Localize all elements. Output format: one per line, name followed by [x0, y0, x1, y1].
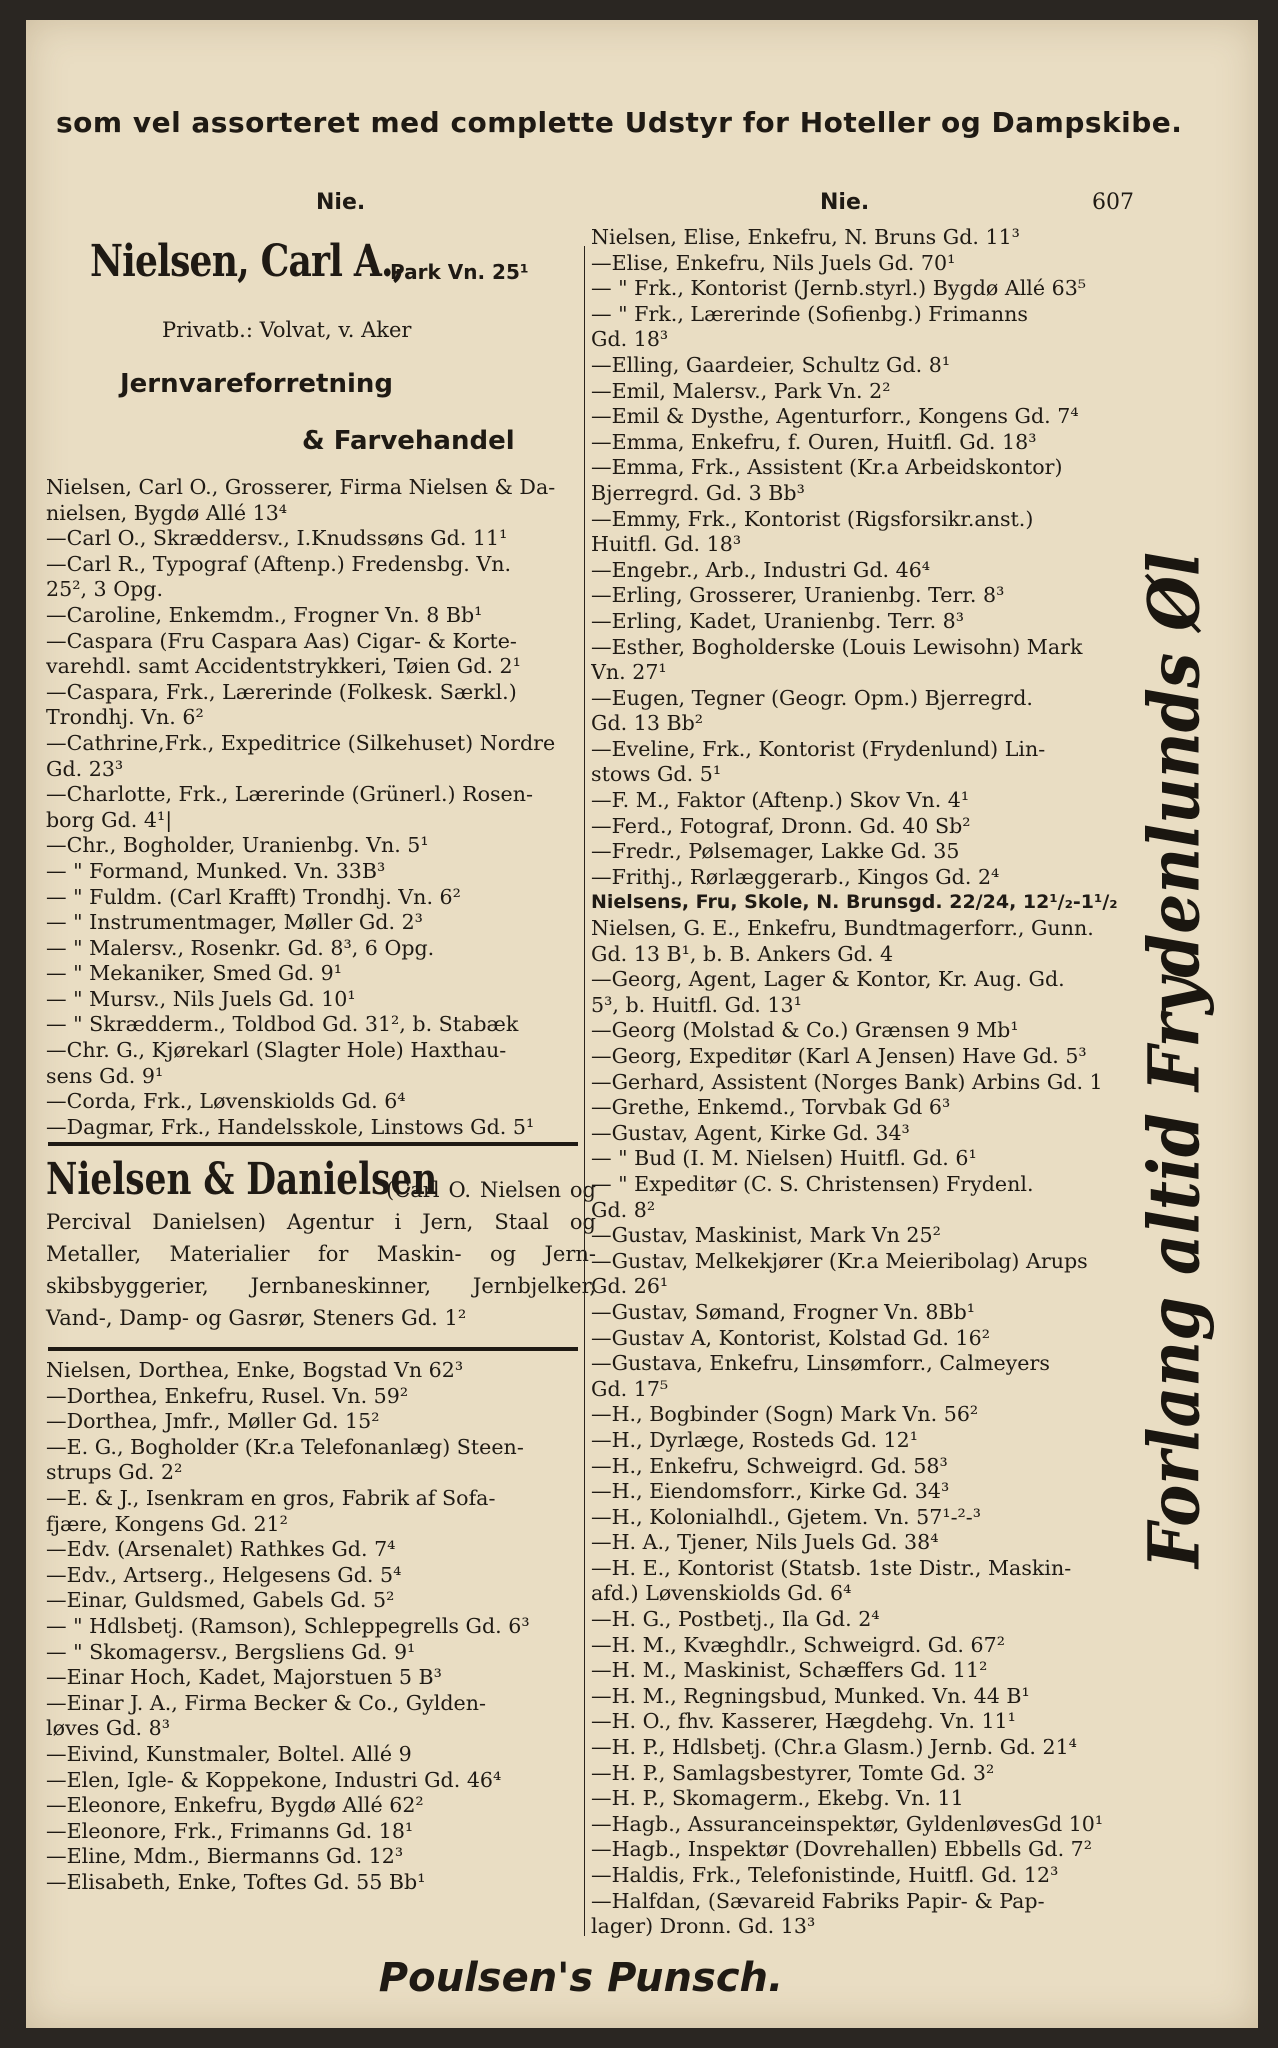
list-item: —Eivind, Kunstmaler, Boltel. Allé 9: [46, 1741, 412, 1766]
list-item: sens Gd. 9¹: [46, 1063, 164, 1088]
list-item: —Hagb., Assuranceinspektør, GyldenløvesGd 10¹: [591, 1811, 1104, 1836]
list-item: —H. P., Skomagerm., Ekebg. Vn. 11: [591, 1786, 964, 1811]
list-item: Gd. 23³: [46, 756, 124, 781]
divider: [48, 1347, 578, 1351]
list-item: —Chr. G., Kjørekarl (Slagter Hole) Haxthau-: [46, 1038, 507, 1063]
list-item: —Eleonore, Enkefru, Bygdø Allé 62²: [46, 1793, 424, 1818]
list-item: —E. G., Bogholder (Kr.a Telefonanlæg) Steen-: [46, 1434, 524, 1459]
list-item: —H. M., Regningsbud, Munked. Vn. 44 B¹: [591, 1683, 1030, 1708]
list-item: —Georg, Agent, Lager & Kontor, Kr. Aug. Gd.: [591, 967, 1065, 992]
list-item: varehdl. samt Accidentstrykkeri, Tøien Gd. 2¹: [46, 654, 521, 679]
list-item: —Cathrine,Frk., Expeditrice (Silkehuset) Nordre: [46, 730, 556, 755]
list-item: —Halfdan, (Sævareid Fabriks Papir- & Pap-: [591, 1888, 1045, 1913]
list-item: —Georg (Molstad & Co.) Grænsen 9 Mb¹: [591, 1018, 1019, 1043]
list-item: Nielsen, Carl O., Grosserer, Firma Nielsen & Da-: [46, 475, 556, 499]
list-item: — " Formand, Munked. Vn. 33B³: [46, 858, 386, 883]
list-item: —Engebr., Arb., Industri Gd. 46⁴: [591, 557, 931, 582]
list-item: —Elling, Gaardeier, Schultz Gd. 8¹: [591, 352, 951, 377]
list-item: —F. M., Faktor (Aftenp.) Skov Vn. 4¹: [591, 788, 970, 813]
list-item: —Edv., Artserg., Helgesens Gd. 5⁴: [46, 1562, 402, 1587]
list-item: —Einar, Guldsmed, Gabels Gd. 5²: [46, 1588, 395, 1613]
list-item: —H., Bogbinder (Sogn) Mark Vn. 56²: [591, 1402, 979, 1427]
ad-nielsen-carl-line2: & Farvehandel: [302, 426, 515, 456]
list-item: —Eline, Mdm., Biermanns Gd. 12³: [46, 1844, 404, 1869]
list-item: strups Gd. 2²: [46, 1460, 183, 1485]
list-item: løves Gd. 8³: [46, 1716, 171, 1741]
side-advertisement-text: Forlang altid Frydenlunds Øl: [1132, 552, 1216, 1568]
list-item: 5³, b. Huitfl. Gd. 13¹: [591, 992, 802, 1017]
list-item: —Emil, Malersv., Park Vn. 2²: [591, 378, 891, 403]
list-item: —Georg, Expeditør (Karl A Jensen) Have Gd. 5³: [591, 1044, 1087, 1068]
list-item: —Gustav, Melkekjører (Kr.a Meieribolag) Arups: [591, 1248, 1088, 1273]
list-item: — " Mursv., Nils Juels Gd. 10¹: [46, 986, 356, 1011]
footer-advertisement: Poulsen's Punsch.: [378, 1955, 784, 2001]
ad-nielsen-carl-address: Park Vn. 25¹: [390, 260, 529, 284]
list-item: —Eugen, Tegner (Geogr. Opm.) Bjerregrd.: [591, 685, 1033, 710]
list-item: Gd. 13 B¹, b. B. Ankers Gd. 4: [591, 941, 894, 966]
list-item: —Einar J. A., Firma Becker & Co., Gylden-: [46, 1690, 486, 1715]
list-item: —Charlotte, Frk., Lærerinde (Grünerl.) Rosen-: [46, 782, 533, 807]
list-item: afd.) Løvenskiolds Gd. 6⁴: [591, 1581, 852, 1606]
list-item: —Gustav A, Kontorist, Kolstad Gd. 16²: [591, 1325, 990, 1350]
list-item: Gd. 8²: [591, 1197, 656, 1222]
list-item: — " Skomagersv., Bergsliens Gd. 9¹: [46, 1639, 416, 1664]
list-item: 25², 3 Opg.: [46, 577, 163, 602]
list-item: Nielsen, G. E., Enkefru, Bundtmagerforr., Gunn.: [591, 916, 1094, 941]
list-item: —Emma, Frk., Assistent (Kr.a Arbeidskontor): [591, 455, 1063, 480]
divider: [48, 1142, 578, 1146]
page-number: 607: [1092, 190, 1134, 215]
right-entries: [591, 225, 1156, 1940]
list-item: —Chr., Bogholder, Uranienbg. Vn. 5¹: [46, 833, 429, 858]
list-item: Huitfl. Gd. 18³: [591, 532, 742, 557]
list-item: —Frithj., Rørlæggerarb., Kingos Gd. 2⁴: [591, 864, 1000, 889]
list-item: —Hagb., Inspektør (Dovrehallen) Ebbells Gd. 7²: [591, 1837, 1093, 1862]
column-divider: [584, 246, 585, 1936]
list-item: borg Gd. 4¹|: [46, 807, 173, 832]
list-item: —Emil & Dysthe, Agenturforr., Kongens Gd. 7⁴: [591, 404, 1079, 429]
ad-nielsen-danielsen-text: (Carl O. Nielsen og Percival Danielsen) Agentur i Jern, Staal og Metaller, Materialier for Maskin- og Jern-skibsbyggerier, Jernbaneskinner, Jernbjelker, Vand-, Damp- og Gasrør, Steners Gd. 1²: [46, 1178, 596, 1330]
list-item: —Haldis, Frk., Telefonistinde, Huitfl. Gd. 12³: [591, 1863, 1059, 1887]
list-item: —Einar Hoch, Kadet, Majorstuen 5 B³: [46, 1665, 442, 1690]
left-entries-b: [46, 1358, 601, 1895]
list-item: —H., Enkefru, Schweigrd. Gd. 58³: [591, 1453, 948, 1478]
list-item: —H. E., Kontorist (Statsb. 1ste Distr., Maskin-: [591, 1555, 1072, 1580]
list-item: —H. G., Postbetj., Ila Gd. 2⁴: [591, 1607, 880, 1632]
list-item: —Edv. (Arsenalet) Rathkes Gd. 7⁴: [46, 1537, 396, 1562]
list-item: —Fredr., Pølsemager, Lakke Gd. 35: [591, 839, 960, 864]
list-item: —Ferd., Fotograf, Dronn. Gd. 40 Sb²: [591, 813, 971, 838]
list-item: Gd. 13 Bb²: [591, 711, 704, 736]
header-center-word: Nie.: [820, 190, 870, 215]
list-item: Nielsen, Dorthea, Enke, Bogstad Vn 62³: [46, 1358, 464, 1382]
list-item: —Caspara (Fru Caspara Aas) Cigar- & Korte-: [46, 628, 517, 653]
list-item: — " Fuldm. (Carl Krafft) Trondhj. Vn. 6²: [46, 884, 461, 909]
ad-nielsen-carl-private: Privatb.: Volvat, v. Aker: [162, 318, 412, 342]
list-item: —H. P., Hdlsbetj. (Chr.a Glasm.) Jernb. Gd. 21⁴: [591, 1735, 1077, 1760]
list-item: —Esther, Bogholderske (Louis Lewisohn) Mark: [591, 634, 1083, 659]
list-item: — " Instrumentmager, Møller Gd. 2³: [46, 910, 423, 935]
list-item: —Caspara, Frk., Lærerinde (Folkesk. Særkl.): [46, 679, 517, 704]
top-advertisement: som vel assorteret med complette Udstyr for Hoteller og Dampskibe.: [56, 106, 1183, 139]
list-item: stows Gd. 5¹: [591, 762, 722, 787]
list-item: —H. O., fhv. Kasserer, Hægdehg. Vn. 11¹: [591, 1709, 1016, 1734]
list-item: —H., Eiendomsforr., Kirke Gd. 34³: [591, 1479, 950, 1504]
list-item: —Gustava, Enkefru, Linsømforr., Calmeyers: [591, 1351, 1050, 1376]
list-item: —Carl R., Typograf (Aftenp.) Fredensbg. Vn.: [46, 551, 512, 576]
list-item: —Erling, Kadet, Uranienbg. Terr. 8³: [591, 608, 965, 633]
list-item: Vn. 27¹: [591, 660, 667, 685]
list-item: Gd. 18³: [591, 327, 669, 352]
list-item: — " Hdlsbetj. (Ramson), Schleppegrells Gd. 6³: [46, 1613, 530, 1638]
list-item: —H. M., Kvæghdlr., Schweigrd. Gd. 67²: [591, 1632, 1005, 1657]
list-item: —Caroline, Enkemdm., Frogner Vn. 8 Bb¹: [46, 602, 483, 627]
list-item: — " Expeditør (C. S. Christensen) Frydenl.: [591, 1171, 1034, 1196]
list-item: —Elisabeth, Enke, Toftes Gd. 55 Bb¹: [46, 1869, 426, 1894]
list-item: fjære, Kongens Gd. 21²: [46, 1511, 288, 1536]
list-item: nielsen, Bygdø Allé 13⁴: [46, 500, 288, 525]
list-item: —Grethe, Enkemd., Torvbak Gd 6³: [591, 1095, 951, 1120]
list-item: —Gerhard, Assistent (Norges Bank) Arbins Gd. 1: [591, 1069, 1103, 1094]
list-item: —H. M., Maskinist, Schæffers Gd. 11²: [591, 1658, 988, 1683]
list-item: —H., Dyrlæge, Rosteds Gd. 12¹: [591, 1427, 919, 1452]
list-item: —H., Kolonialhdl., Gjetem. Vn. 57¹-²-³: [591, 1504, 982, 1529]
ad-nielsen-carl-name: Nielsen, Carl A.,: [90, 236, 405, 287]
list-item: Nielsen, Elise, Enkefru, N. Bruns Gd. 11³: [591, 225, 1020, 249]
list-item: lager) Dronn. Gd. 13³: [591, 1914, 816, 1939]
list-item: Trondhj. Vn. 6²: [46, 705, 204, 730]
list-item: — " Bud (I. M. Nielsen) Huitfl. Gd. 6¹: [591, 1146, 977, 1171]
list-item: —Dorthea, Enkefru, Rusel. Vn. 59²: [46, 1383, 409, 1408]
list-item: —Gustav, Agent, Kirke Gd. 34³: [591, 1120, 910, 1145]
list-item: Gd. 17⁵: [591, 1376, 669, 1401]
list-item: —H. P., Samlagsbestyrer, Tomte Gd. 3²: [591, 1760, 995, 1785]
list-item: — " Malersv., Rosenkr. Gd. 8³, 6 Opg.: [46, 935, 435, 960]
list-item: —Emmy, Frk., Kontorist (Rigsforsikr.anst.): [591, 506, 1034, 531]
list-item-bold: Nielsens, Fru, Skole, N. Brunsgd. 22/24, 12¹/₂-1¹/₂: [591, 891, 1118, 914]
list-item: Gd. 26¹: [591, 1274, 669, 1299]
list-item: —Dorthea, Jmfr., Møller Gd. 15²: [46, 1409, 380, 1434]
list-item: —E. & J., Isenkram en gros, Fabrik af Sofa-: [46, 1485, 496, 1510]
list-item: —Erling, Grosserer, Uranienbg. Terr. 8³: [591, 583, 1005, 608]
list-item: —Gustav, Sømand, Frogner Vn. 8Bb¹: [591, 1299, 976, 1324]
left-entries-a: [46, 475, 601, 1140]
list-item: —Carl O., Skræddersv., I.Knudssøns Gd. 11¹: [46, 526, 508, 551]
ad-nielsen-carl-line1: Jernvareforretning: [120, 369, 394, 399]
list-item: —H. A., Tjener, Nils Juels Gd. 38⁴: [591, 1530, 939, 1555]
list-item: —Elise, Enkefru, Nils Juels Gd. 70¹: [591, 250, 956, 275]
list-item: —Eveline, Frk., Kontorist (Frydenlund) Lin-: [591, 736, 1046, 761]
list-item: —Emma, Enkefru, f. Ouren, Huitfl. Gd. 18³: [591, 429, 1037, 454]
list-item: —Corda, Frk., Løvenskiolds Gd. 6⁴: [46, 1089, 406, 1114]
list-item: — " Frk., Lærerinde (Sofienbg.) Frimanns: [591, 301, 1028, 326]
list-item: — " Frk., Kontorist (Jernb.styrl.) Bygdø Allé 63⁵: [591, 276, 1087, 301]
list-item: —Gustav, Maskinist, Mark Vn 25²: [591, 1223, 941, 1248]
header-left-word: Nie.: [316, 190, 366, 215]
list-item: —Dagmar, Frk., Handelsskole, Linstows Gd. 5¹: [46, 1114, 535, 1139]
list-item: —Elen, Igle- & Koppekone, Industri Gd. 46⁴: [46, 1767, 502, 1792]
list-item: Bjerregrd. Gd. 3 Bb³: [591, 480, 805, 505]
ad-nielsen-danielsen-name: Nielsen & Danielsen: [46, 1154, 438, 1205]
list-item: —Eleonore, Frk., Frimanns Gd. 18¹: [46, 1818, 414, 1843]
list-item: — " Mekaniker, Smed Gd. 9¹: [46, 961, 343, 986]
directory-page: [26, 20, 1258, 2028]
list-item: — " Skrædderm., Toldbod Gd. 31², b. Stabæk: [46, 1012, 519, 1037]
